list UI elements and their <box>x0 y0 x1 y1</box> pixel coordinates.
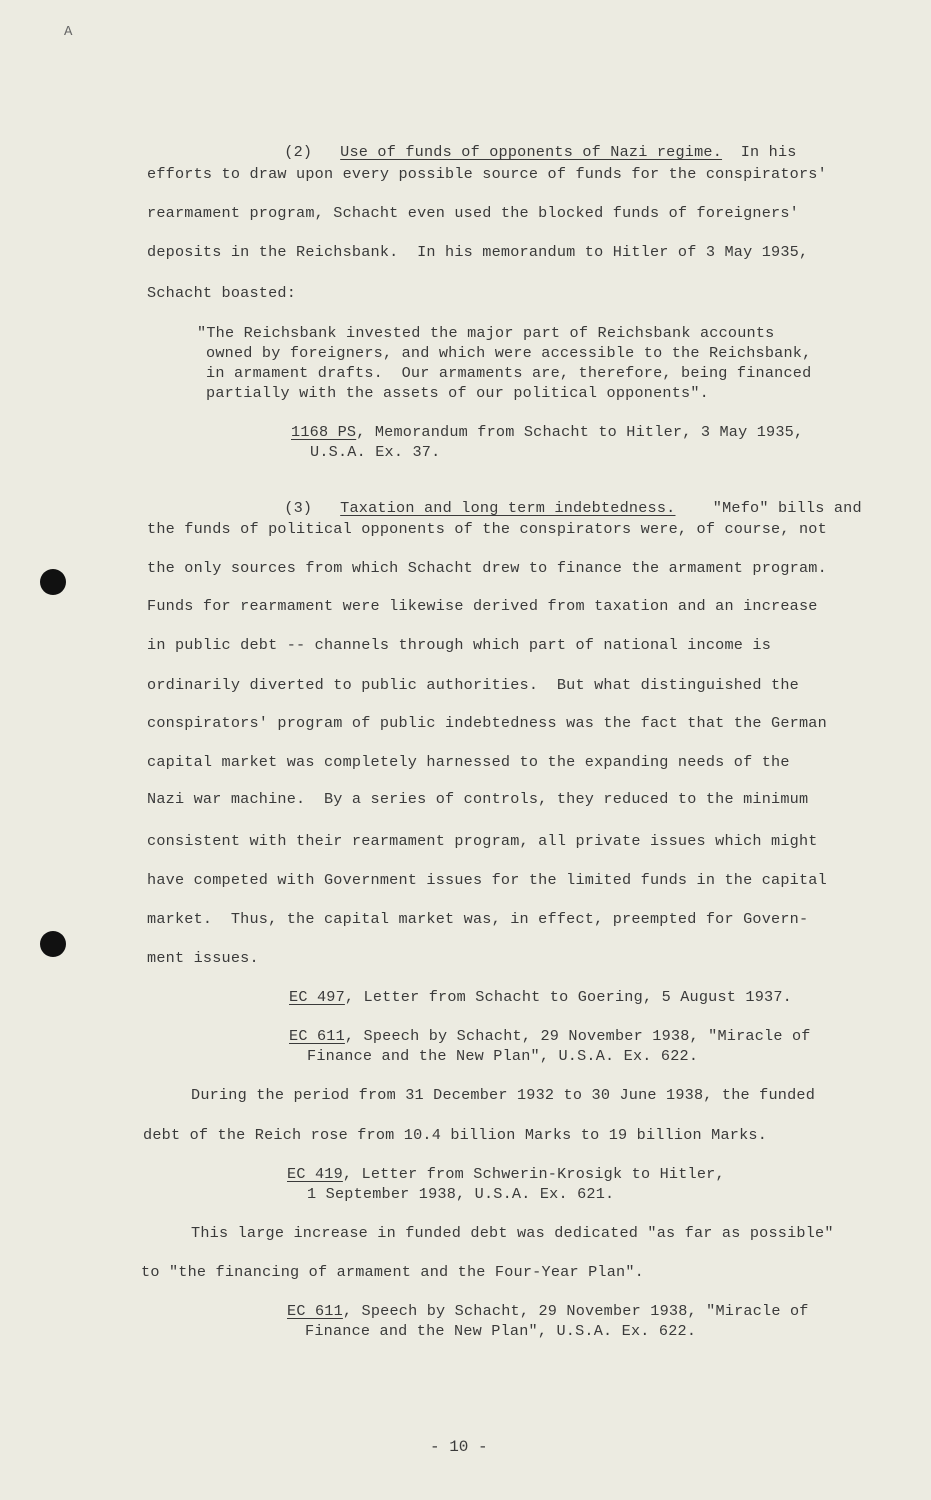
citation-ec611-b-line2: Finance and the New Plan", U.S.A. Ex. 622. <box>305 1322 697 1340</box>
section2-line-1: efforts to draw upon every possible source of funds for the conspirators' <box>147 165 827 183</box>
page-number: - 10 - <box>430 1438 488 1456</box>
citation-ref: EC 611 <box>287 1302 343 1320</box>
citation-ec497: EC 497, Letter from Schacht to Goering, 5 August 1937. <box>289 988 792 1006</box>
section3-line-3: Funds for rearmament were likewise derived from taxation and an increase <box>147 597 818 615</box>
citation-ec611-a: EC 611, Speech by Schacht, 29 November 1938, "Miracle of <box>289 1027 811 1045</box>
para2-line-0: During the period from 31 December 1932 to 30 June 1938, the funded <box>191 1086 816 1104</box>
section3-title: Taxation and long term indebtedness. <box>340 499 676 517</box>
section3-line-9: consistent with their rearmament program, all private issues which might <box>147 832 818 850</box>
section3-line-11: market. Thus, the capital market was, in effect, preempted for Govern- <box>147 910 809 928</box>
corner-mark: A <box>64 24 73 40</box>
section3-line-6: conspirators' program of public indebtedness was the fact that the German <box>147 714 827 732</box>
citation-ref: EC 497 <box>289 988 345 1006</box>
section3-line-1: the funds of political opponents of the conspirators were, of course, not <box>147 520 827 538</box>
section3-line-5: ordinarily diverted to public authorities. But what distinguished the <box>147 676 799 694</box>
section2-line-2: rearmament program, Schacht even used the blocked funds of foreigners' <box>147 204 799 222</box>
para2-line-1: debt of the Reich rose from 10.4 billion Marks to 19 billion Marks. <box>143 1126 768 1144</box>
punch-hole-top <box>40 569 66 595</box>
punch-hole-bottom <box>40 931 66 957</box>
section3-line-12: ment issues. <box>147 949 259 967</box>
section3-line-2: the only sources from which Schacht drew to finance the armament program. <box>147 559 827 577</box>
citation-ec611-b: EC 611, Speech by Schacht, 29 November 1938, "Miracle of <box>287 1302 809 1320</box>
quote-line-0: "The Reichsbank invested the major part of Reichsbank accounts <box>197 324 775 342</box>
para3-line-1: to "the financing of armament and the Four-Year Plan". <box>141 1263 644 1281</box>
section2-number: (2) <box>284 143 313 161</box>
quote-line-3: partially with the assets of our political opponents". <box>206 384 709 402</box>
citation-1168ps: 1168 PS, Memorandum from Schacht to Hitler, 3 May 1935, <box>291 423 804 441</box>
quote-line-2: in armament drafts. Our armaments are, therefore, being financed <box>206 364 812 382</box>
citation-ref: EC 419 <box>287 1165 343 1183</box>
section3-line-0: "Mefo" bills and <box>712 499 862 517</box>
section3-line-4: in public debt -- channels through which part of national income is <box>147 636 772 654</box>
section3-line-7: capital market was completely harnessed to the expanding needs of the <box>147 753 790 771</box>
section3-line-8: Nazi war machine. By a series of controls, they reduced to the minimum <box>147 790 809 808</box>
quote-line-1: owned by foreigners, and which were accessible to the Reichsbank, <box>206 344 812 362</box>
citation-ec419-line2: 1 September 1938, U.S.A. Ex. 621. <box>307 1185 615 1203</box>
citation-1168ps-line2: U.S.A. Ex. 37. <box>310 443 441 461</box>
citation-ref: EC 611 <box>289 1027 345 1045</box>
section2-line-4: Schacht boasted: <box>147 284 297 302</box>
section2-line-3: deposits in the Reichsbank. In his memorandum to Hitler of 3 May 1935, <box>147 243 809 261</box>
citation-ref: 1168 PS <box>291 423 357 441</box>
section2-title: Use of funds of opponents of Nazi regime. <box>340 143 723 161</box>
citation-ec419: EC 419, Letter from Schwerin-Krosigk to Hitler, <box>287 1165 725 1183</box>
para3-line-0: This large increase in funded debt was dedicated "as far as possible" <box>191 1224 834 1242</box>
section3-line-10: have competed with Government issues for the limited funds in the capital <box>147 871 827 889</box>
section2-line-0: In his <box>740 143 797 161</box>
section3-number: (3) <box>284 499 313 517</box>
citation-ec611-a-line2: Finance and the New Plan", U.S.A. Ex. 622. <box>307 1047 699 1065</box>
